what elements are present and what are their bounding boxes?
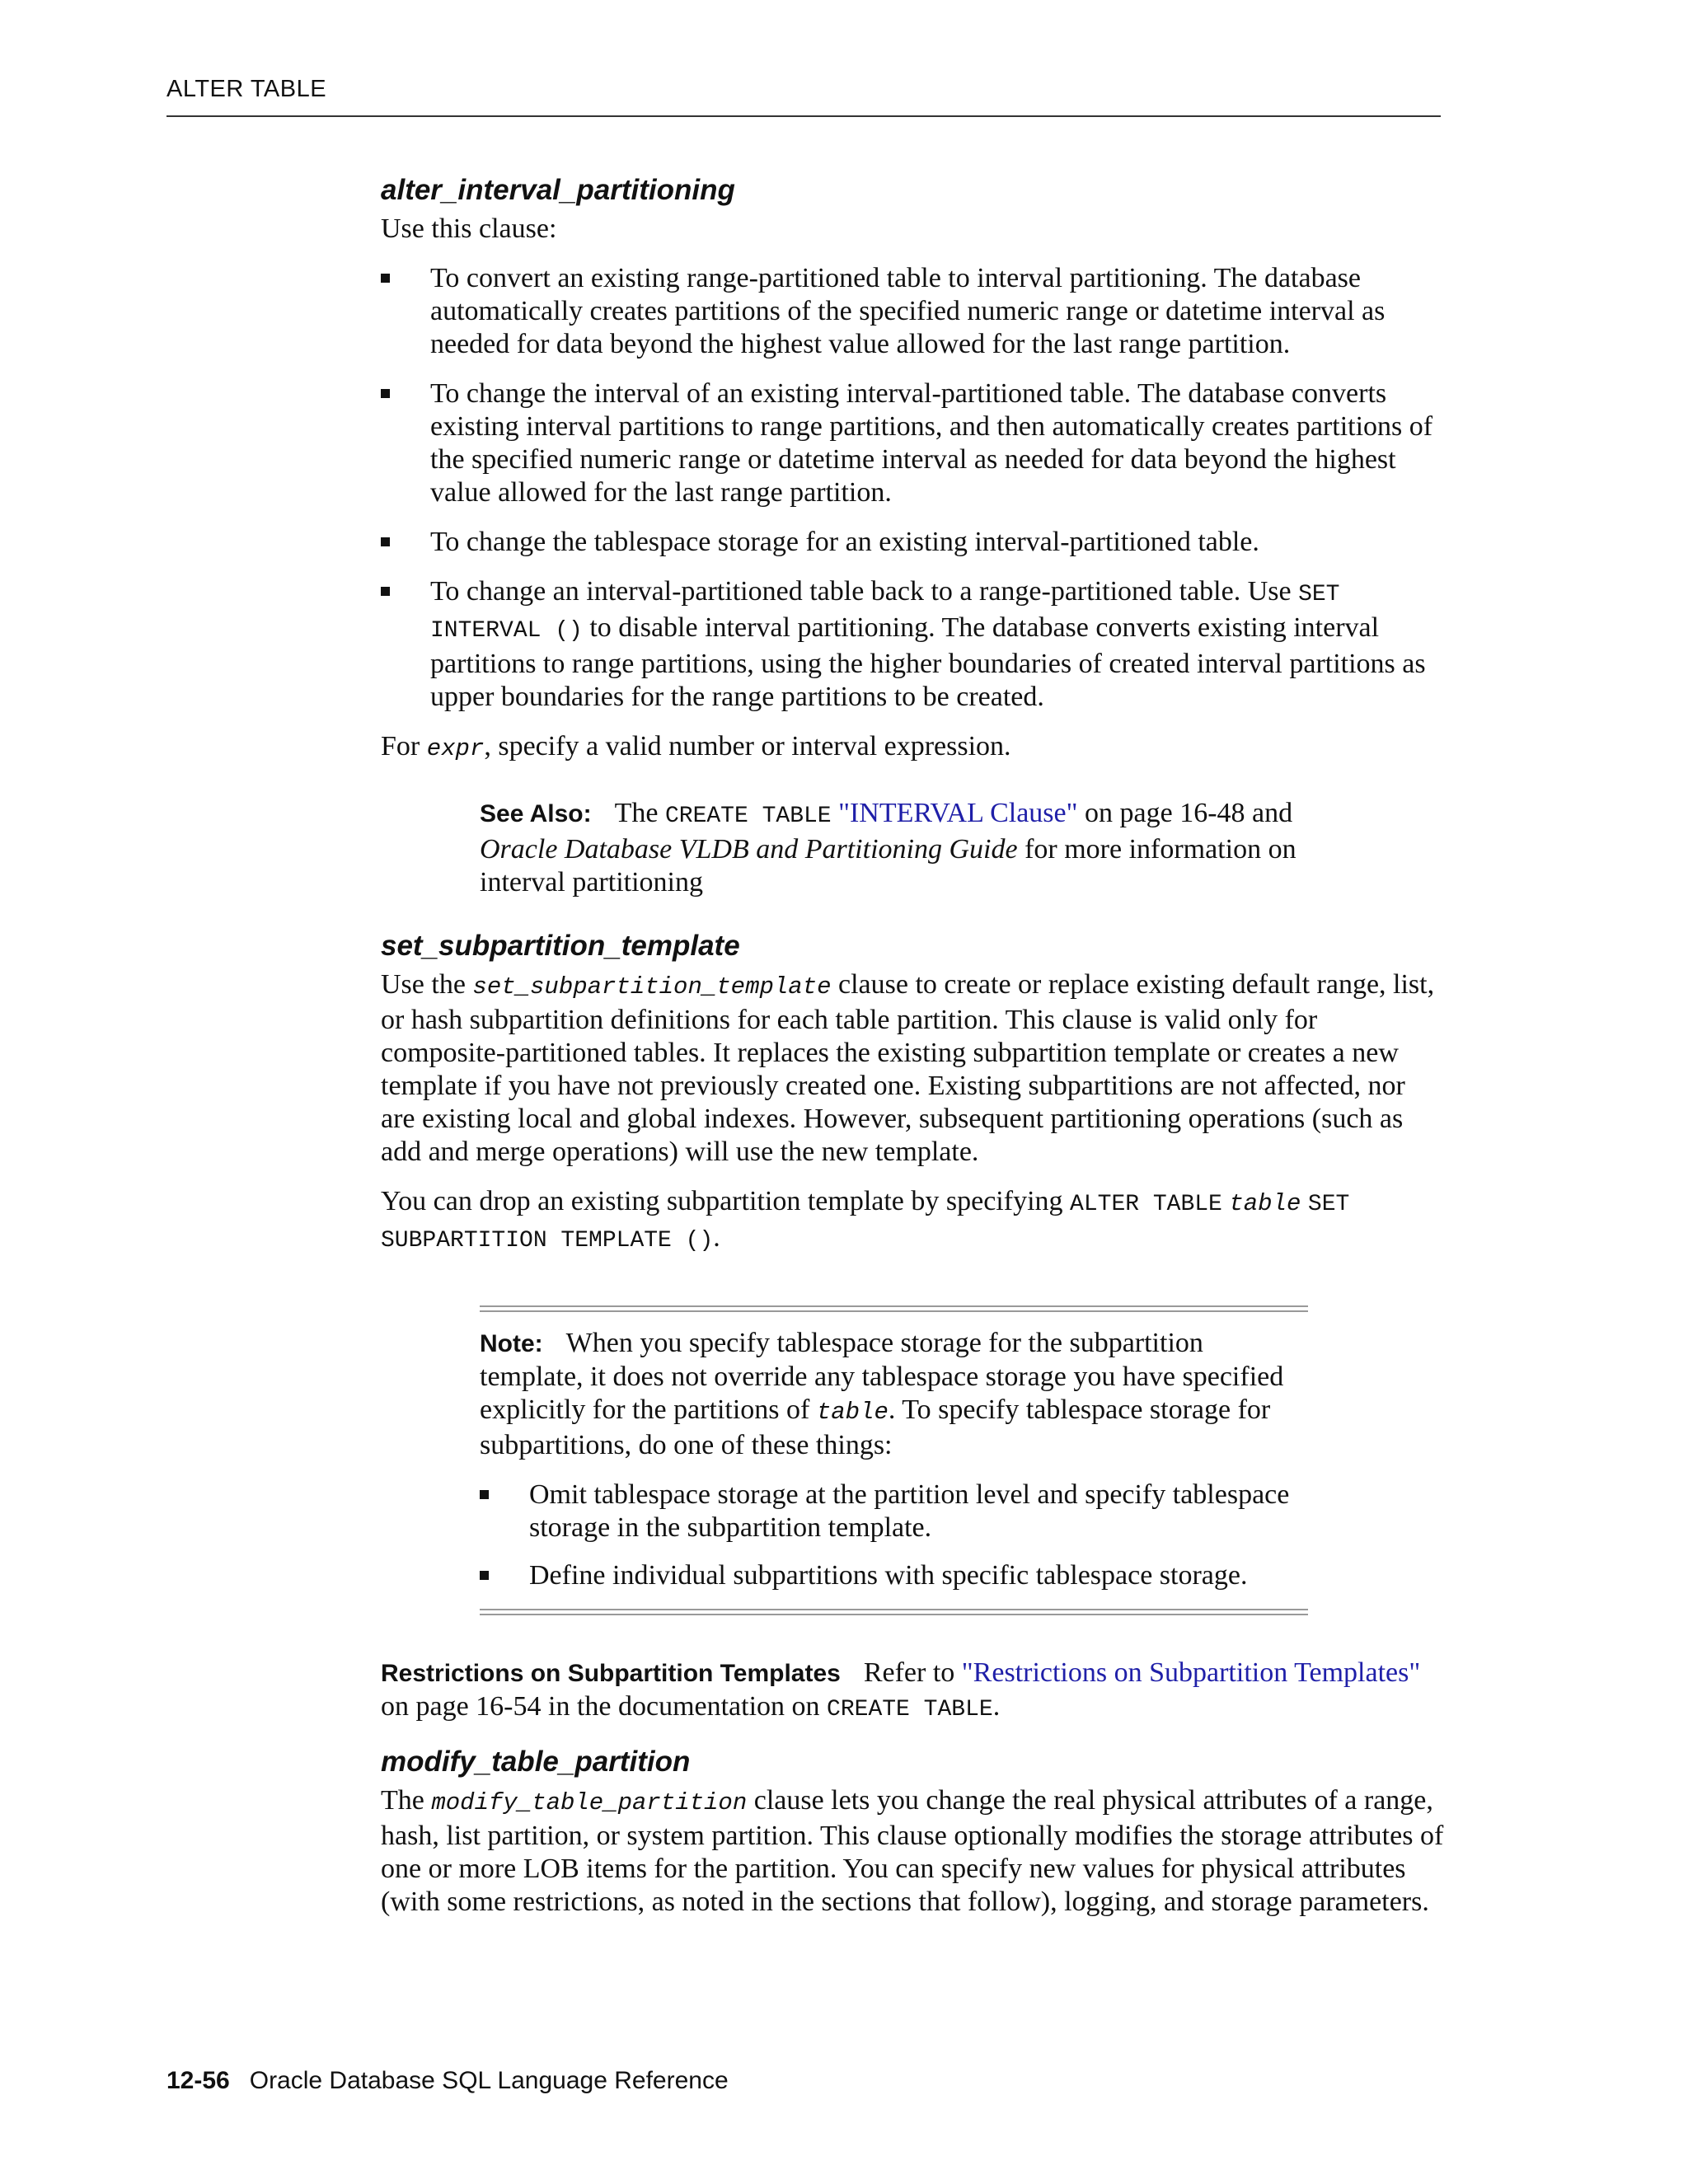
- bullet-icon: [480, 1571, 489, 1580]
- bullet-icon: [381, 587, 390, 596]
- list-item: [381, 575, 1444, 714]
- list-item-text: To convert an existing range-partitioned table to interval partitioning. The database automatically creates partitions of the specified numeric range or datetime interval as needed for data beyond the highest value allowed for the last range partition.: [430, 263, 1386, 359]
- text-run: You can drop an existing subpartition template by specifying: [381, 1186, 1071, 1216]
- see-also-label: See Also:: [480, 800, 592, 827]
- text-run: .: [992, 1691, 1001, 1722]
- code-expr: expr: [426, 735, 485, 762]
- code-table: table: [816, 1399, 889, 1426]
- bullet-list: [381, 262, 1444, 714]
- subpartition-paragraph: [381, 968, 1444, 1169]
- list-item: [480, 1479, 1308, 1544]
- bullet-icon: [480, 1490, 489, 1499]
- list-item-text: To change the tablespace storage for an existing interval-partitioned table.: [430, 527, 1259, 557]
- bullet-icon: [381, 389, 390, 398]
- text-run: When you specify tablespace storage for the subpartition template, it does not override any tablespace storage you have specified explicitly for the partitions of: [480, 1328, 1284, 1425]
- note-text: [480, 1327, 1308, 1462]
- list-item-text: To change an interval-partitioned table back to a range-partitioned table. Use: [430, 576, 1299, 607]
- list-item: [381, 262, 1444, 361]
- text-run: on page 16-54 in the documentation on: [381, 1691, 828, 1722]
- list-item: [381, 377, 1444, 509]
- code-create-table: CREATE TABLE: [827, 1697, 993, 1722]
- drop-template-paragraph: [381, 1185, 1444, 1258]
- note-bullet-list: [480, 1479, 1308, 1592]
- text-run: .: [713, 1222, 720, 1253]
- text-run: on page 16-48 and: [1077, 798, 1293, 828]
- modify-partition-paragraph: [381, 1784, 1444, 1919]
- list-item: [480, 1559, 1308, 1592]
- note-bottom-rule: [480, 1609, 1308, 1615]
- text-run: The: [614, 798, 665, 828]
- list-item: [381, 526, 1444, 559]
- code-modify-table-partition: modify_table_partition: [431, 1789, 748, 1816]
- page-content: [381, 171, 1444, 1935]
- restrictions-label: Restrictions on Subpartition Templates: [381, 1660, 841, 1687]
- list-item-text: Omit tablespace storage at the partition level and specify tablespace storage in the subpartition template.: [529, 1479, 1290, 1543]
- code-set-subpartition: SET SUBPARTITION TEMPLATE (): [381, 1192, 1350, 1254]
- text-run: , specify a valid number or interval expression.: [484, 731, 1011, 762]
- bullet-icon: [381, 274, 390, 283]
- code-table: table: [1229, 1190, 1301, 1217]
- text-run: clause to create or replace existing default range, list, or hash subpartition definitions for each table partition. This clause is valid only for composite-partitioned tables. It replaces the existing subpartition template or creates a new template if you have not previously created one. Existing subpartitions are not affected, nor are existing local and global indexes. However, subsequent partitioning operations (such as add and merge operations) will use the new template.: [381, 969, 1435, 1167]
- code-alter-table: ALTER TABLE: [1070, 1192, 1222, 1217]
- note-top-rule: [480, 1305, 1308, 1312]
- text-run: The: [381, 1785, 432, 1816]
- running-header: ALTER TABLE: [166, 76, 327, 102]
- book-title: Oracle Database SQL Language Reference: [249, 2067, 729, 2094]
- bullet-icon: [381, 537, 390, 546]
- restrictions-paragraph: [381, 1657, 1444, 1727]
- text-run: Refer to: [863, 1657, 962, 1688]
- list-item-text: to disable interval partitioning. The database converts existing interval partitions to range partitions, using the higher boundaries of created interval partitions as upper boundaries for the range partitions to be created.: [430, 612, 1426, 712]
- section-intro: Use this clause:: [381, 213, 557, 244]
- text-run: for more information on interval partitioning: [480, 834, 1296, 898]
- see-also-text: [480, 797, 1312, 899]
- list-item-text: To change the interval of an existing interval-partitioned table. The database converts existing interval partitions to range partitions, and then automatically creates partitions of the specified numeric range or datetime interval as needed for data beyond the highest value allowed for the last range partition.: [430, 378, 1433, 508]
- section-heading-set-subpartition-template: set_subpartition_template: [381, 930, 740, 962]
- list-item-text: Define individual subpartitions with specific tablespace storage.: [529, 1560, 1248, 1591]
- text-run: clause lets you change the real physical attributes of a range, hash, list partition, or system partition. This clause optionally modifies the storage attributes of one or more LOB items for the partition. You can specify new values for physical attributes (with some restrictions, as noted in the sections that follow), logging, and storage parameters.: [381, 1785, 1444, 1917]
- page-footer: [166, 2067, 729, 2095]
- see-also-box: [480, 797, 1312, 899]
- expr-paragraph: [381, 730, 1444, 766]
- text-run: Use the: [381, 969, 473, 1000]
- header-divider: [166, 115, 1441, 117]
- restrictions-link[interactable]: "Restrictions on Subpartition Templates": [961, 1657, 1421, 1688]
- code-create-table: CREATE TABLE: [664, 804, 832, 829]
- note-box: [480, 1287, 1308, 1627]
- text-run: . To specify tablespace storage for subpartitions, do one of these things:: [480, 1394, 1271, 1460]
- text-run: For: [381, 731, 427, 762]
- section-heading-modify-table-partition: modify_table_partition: [381, 1746, 691, 1778]
- interval-clause-link[interactable]: "INTERVAL Clause": [838, 798, 1078, 828]
- section-heading-alter-interval-partitioning: alter_interval_partitioning: [381, 174, 735, 206]
- note-label: Note:: [480, 1330, 543, 1357]
- guide-title: Oracle Database VLDB and Partitioning Guide: [480, 834, 1018, 865]
- code-set-interval: SET INTERVAL (): [430, 582, 1340, 644]
- page-number: 12-56: [166, 2067, 230, 2094]
- code-set-subpartition-template: set_subpartition_template: [472, 973, 832, 1001]
